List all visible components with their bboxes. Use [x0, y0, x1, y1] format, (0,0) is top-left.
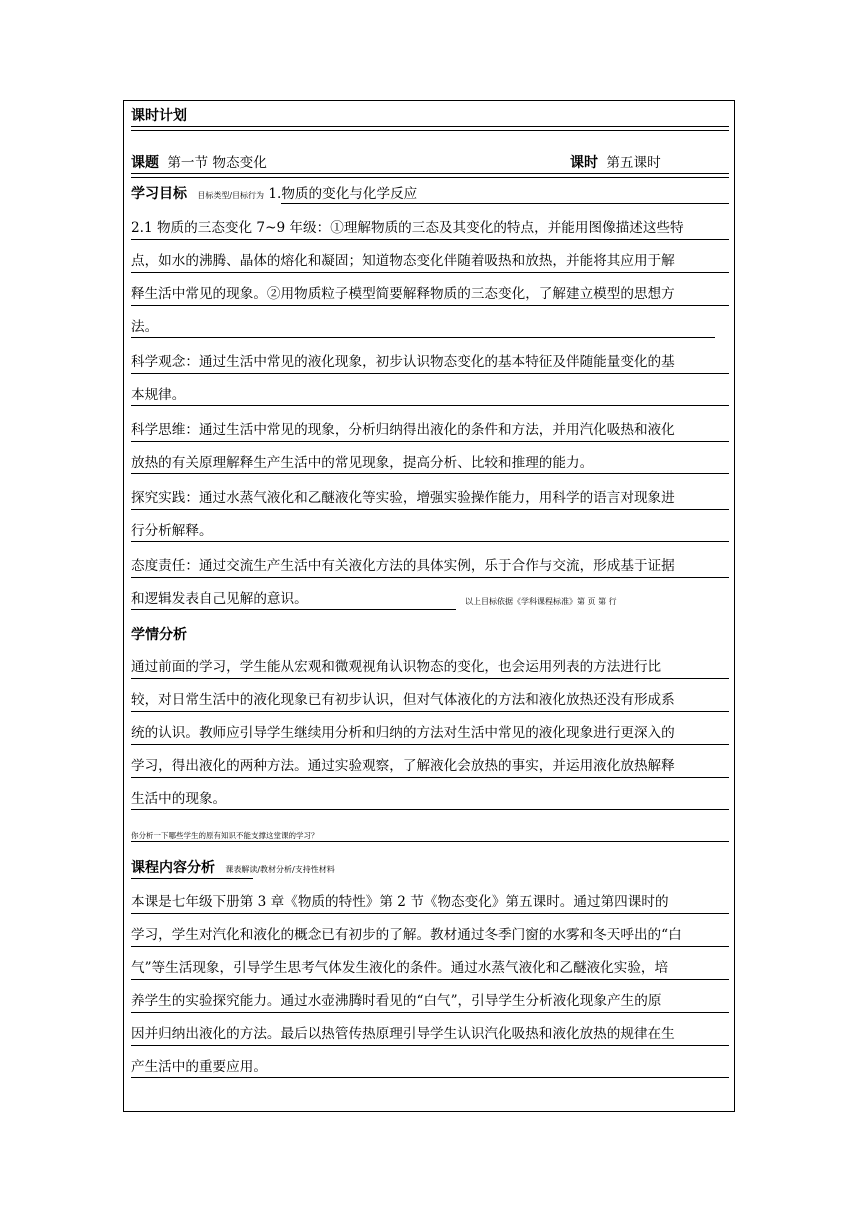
objectives-label: 学习目标 [131, 186, 187, 202]
topic-value: 第一节 物态变化 [167, 155, 267, 171]
content-rule [131, 979, 729, 980]
objective-rule [131, 541, 729, 542]
learner-prompt: 你分析一下哪些学生的原有知识不能支撑这堂课的学习？ [131, 831, 319, 840]
learner-line: 生活中的现象。 [131, 791, 227, 807]
period-label: 课时 [570, 155, 598, 171]
objective-rule [131, 473, 729, 474]
objectives-first-item: 1.物质的变化与化学反应 [268, 186, 418, 202]
content-analysis-header [131, 858, 729, 880]
objective-line: 释生活中常见的现象。②用物质粒子模型简要解释物质的三态变化，了解建立模型的思想方 [131, 286, 675, 302]
content-line: 因并归纳出液化的方法。最后以热管传热原理引导学生认识汽化吸热和液化放热的规律在生 [131, 1026, 675, 1042]
title-double-rule [131, 126, 729, 131]
objective-rule [131, 577, 729, 578]
learner-rule [131, 809, 729, 810]
period-value: 第五课时 [606, 155, 661, 171]
learner-rule [131, 777, 729, 778]
learner-line: 学习，得出液化的两种方法。通过实验观察，了解液化会放热的事实，并运用液化放热解释 [131, 758, 675, 774]
objective-rule [131, 272, 729, 273]
objective-line: 科学观念：通过生活中常见的液化现象，初步认识物态变化的基本特征及伴随能量变化的基 [131, 354, 675, 370]
content-analysis-hint: 课表解读/教材分析/支持性材料 [225, 865, 335, 874]
topic-label: 课题 [131, 155, 159, 171]
content-rule [131, 913, 729, 914]
objective-rule [131, 373, 729, 374]
content-rule [131, 1077, 729, 1078]
objective-line: 放热的有关原理解释生产生活中的常见现象，提高分析、比较和推理的能力。 [131, 455, 594, 471]
objective-line: 2.1 物质的三态变化 7~9 年级：①理解物质的三态及其变化的特点，并能用图像描述这些特 [131, 220, 684, 236]
objective-rule [131, 609, 456, 610]
content-rule [131, 1045, 729, 1046]
objective-line: 和逻辑发表自己见解的意识。 [131, 591, 308, 607]
learner-analysis-label: 学情分析 [131, 627, 187, 643]
objective-rule [131, 337, 715, 338]
objective-rule [131, 305, 729, 306]
objective-line: 行分析解释。 [131, 523, 213, 539]
page-title: 课时计划 [131, 108, 187, 124]
content-line: 产生活中的重要应用。 [131, 1059, 267, 1075]
objective-rule [131, 239, 729, 240]
objective-line: 探究实践：通过水蒸气液化和乙醚液化等实验，增强实验操作能力，用科学的语言对现象进 [131, 490, 675, 506]
learner-rule [131, 744, 729, 745]
learner-line: 统的认识。教师应引导学生继续用分析和归纳的方法对生活中常见的液化现象进行更深入的 [131, 725, 675, 741]
content-analysis-header-rule [131, 878, 253, 879]
learner-prompt-rule [131, 841, 729, 842]
objective-line: 科学思维：通过生活中常见的现象，分析归纳得出液化的条件和方法，并用汽化吸热和液化 [131, 422, 675, 438]
objective-rule [131, 509, 729, 510]
content-rule [131, 1012, 729, 1013]
objectives-header-rule [281, 203, 729, 204]
learner-rule [131, 678, 729, 679]
objective-line: 法。 [131, 319, 159, 335]
lesson-plan-frame [123, 100, 735, 1112]
objective-line: 本规律。 [131, 387, 186, 403]
objectives-hint: 目标类型/目标行为 [197, 191, 265, 200]
learner-rule [131, 711, 729, 712]
topic-row [131, 153, 729, 173]
objective-line: 态度责任：通过交流生产生活中有关液化方法的具体实例，乐于合作与交流，形成基于证据 [131, 558, 675, 574]
objective-last-row [131, 589, 729, 609]
learner-line: 通过前面的学习，学生能从宏观和微观视角认识物态的变化，也会运用列表的方法进行比 [131, 659, 662, 675]
objective-rule [131, 405, 729, 406]
content-line: 气”等生活现象，引导学生思考气体发生液化的条件。通过水蒸气液化和乙醚液化实验，培 [131, 960, 669, 976]
objective-rule [131, 441, 729, 442]
content-rule [131, 946, 729, 947]
content-line: 学习，学生对汽化和液化的概念已有初步的了解。教材通过冬季门窗的水雾和冬天呼出的“白 [131, 927, 682, 943]
learner-line: 较，对日常生活中的液化现象已有初步认识，但对气体液化的方法和液化放热还没有形成系 [131, 692, 675, 708]
standard-source-note: 以上目标依据《学科课程标准》第 页 第 行 [465, 597, 617, 606]
content-line: 养学生的实验探究能力。通过水壶沸腾时看见的“白气”，引导学生分析液化现象产生的原 [131, 993, 662, 1009]
topic-double-rule [131, 173, 729, 178]
content-analysis-label: 课程内容分析 [131, 860, 215, 876]
content-line: 本课是七年级下册第 3 章《物质的特性》第 2 节《物态变化》第五课时。通过第四课时的 [131, 894, 669, 910]
objective-line: 点，如水的沸腾、晶体的熔化和凝固；知道物态变化伴随着吸热和放热，并能将其应用于解 [131, 253, 675, 269]
